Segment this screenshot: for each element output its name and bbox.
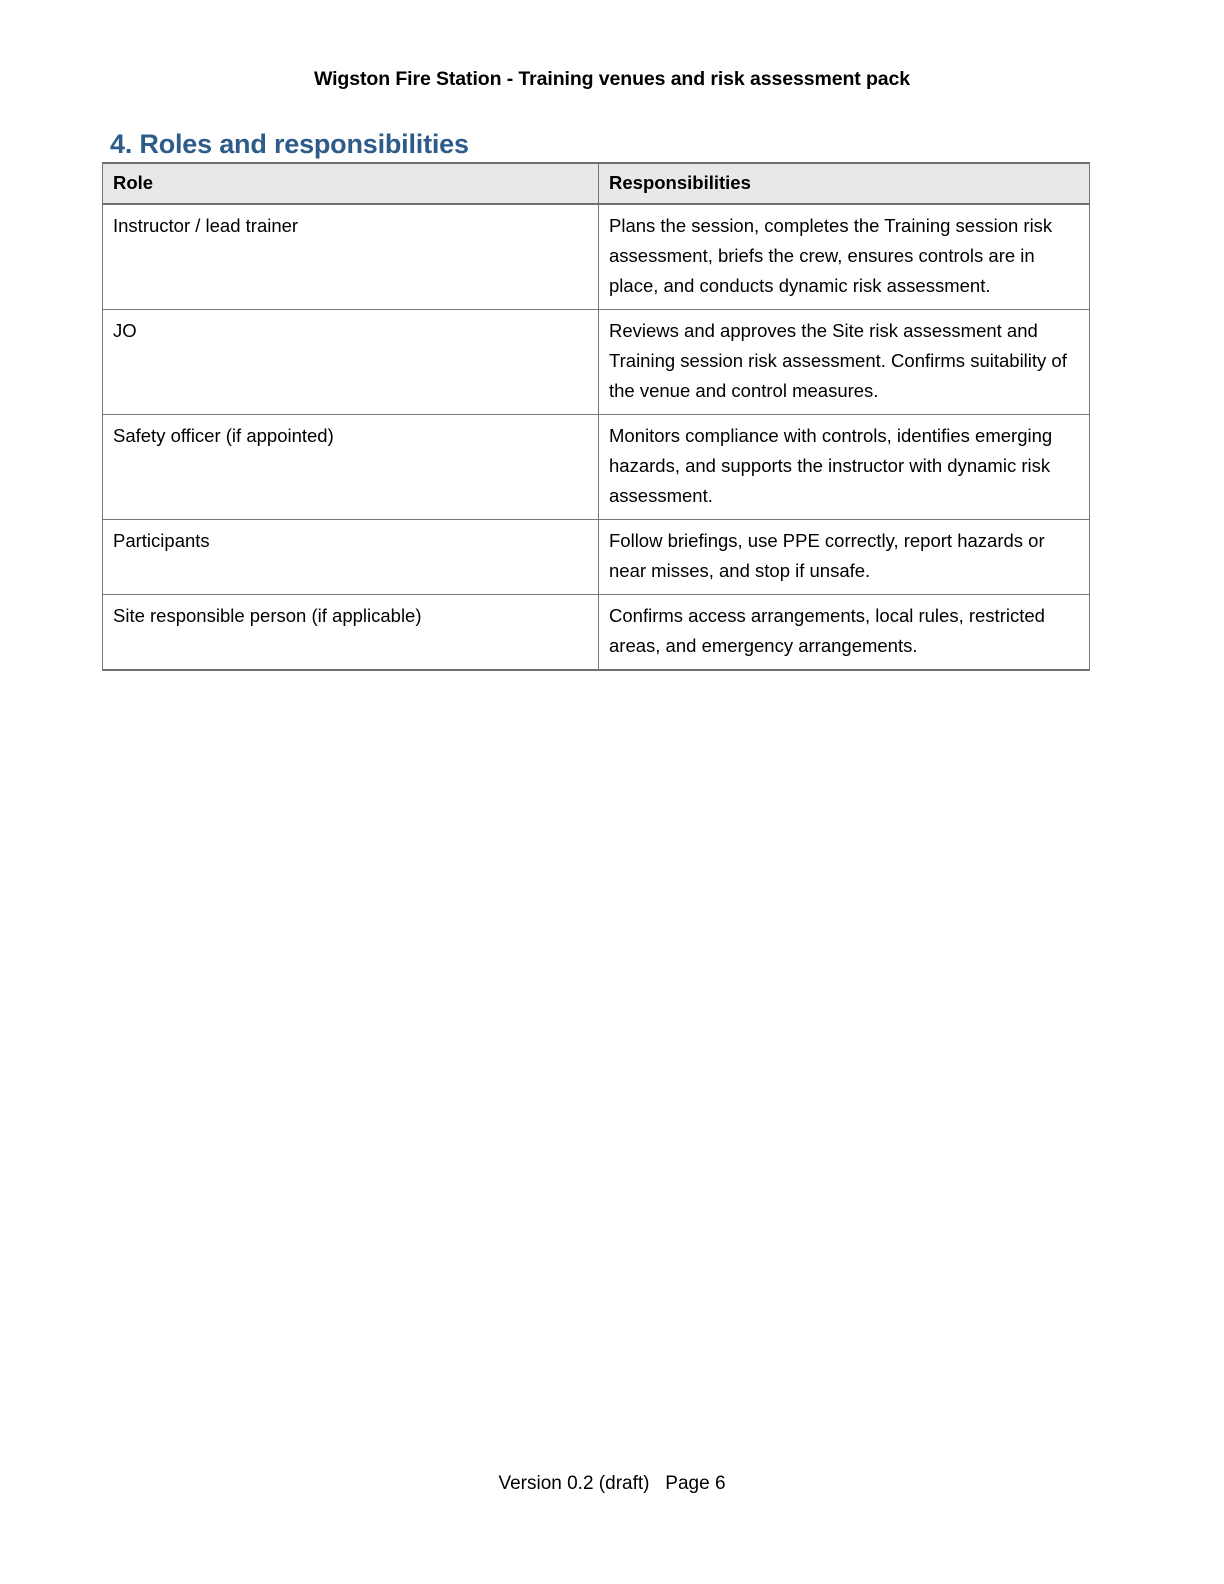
- role-text: Site responsible person (if applicable): [113, 604, 422, 626]
- responsibilities-text: Confirms access arrangements, local rules, restricted areas, and emergency arrangements.: [609, 604, 1045, 656]
- cell-responsibilities: [599, 309, 1090, 414]
- page-title: 4. Roles and responsibilities: [110, 129, 469, 160]
- responsibilities-text: Reviews and approves the Site risk assessment and Training session risk assessment. Confirms suitability of the venue and control measures.: [609, 319, 1067, 401]
- column-header-role: Role: [103, 163, 599, 204]
- cell-responsibilities: [599, 594, 1090, 669]
- cell-role: [103, 204, 599, 309]
- cell-role: [103, 414, 599, 519]
- table-row: [103, 594, 1090, 669]
- table-row: [103, 309, 1090, 414]
- running-header: Wigston Fire Station - Training venues and risk assessment pack: [313, 68, 911, 90]
- table-row: [103, 519, 1090, 594]
- role-text: Instructor / lead trainer: [113, 214, 299, 236]
- responsibilities-text: Monitors compliance with controls, identifies emerging hazards, and supports the instructor with dynamic risk assessment.: [609, 424, 1053, 506]
- table-header-row: [103, 163, 1090, 204]
- cell-responsibilities: [599, 204, 1090, 309]
- responsibilities-text: Plans the session, completes the Training session risk assessment, briefs the crew, ensures controls are in place, and conducts dynamic risk assessment.: [609, 214, 1053, 296]
- column-header-responsibilities: Responsibilities: [599, 163, 1090, 204]
- role-text: Participants: [113, 529, 210, 551]
- cell-role: [103, 309, 599, 414]
- role-text: JO: [113, 319, 137, 341]
- page-footer: Version 0.2 (draft) Page 6: [498, 1473, 726, 1494]
- cell-responsibilities: [599, 414, 1090, 519]
- roles-and-responsibilities-table: [102, 162, 1090, 671]
- cell-responsibilities: [599, 519, 1090, 594]
- cell-role: [103, 594, 599, 669]
- responsibilities-text: Follow briefings, use PPE correctly, report hazards or near misses, and stop if unsafe.: [609, 529, 1045, 581]
- table-row: [103, 204, 1090, 309]
- table-row: [103, 414, 1090, 519]
- cell-role: [103, 519, 599, 594]
- role-text: Safety officer (if appointed): [113, 424, 334, 446]
